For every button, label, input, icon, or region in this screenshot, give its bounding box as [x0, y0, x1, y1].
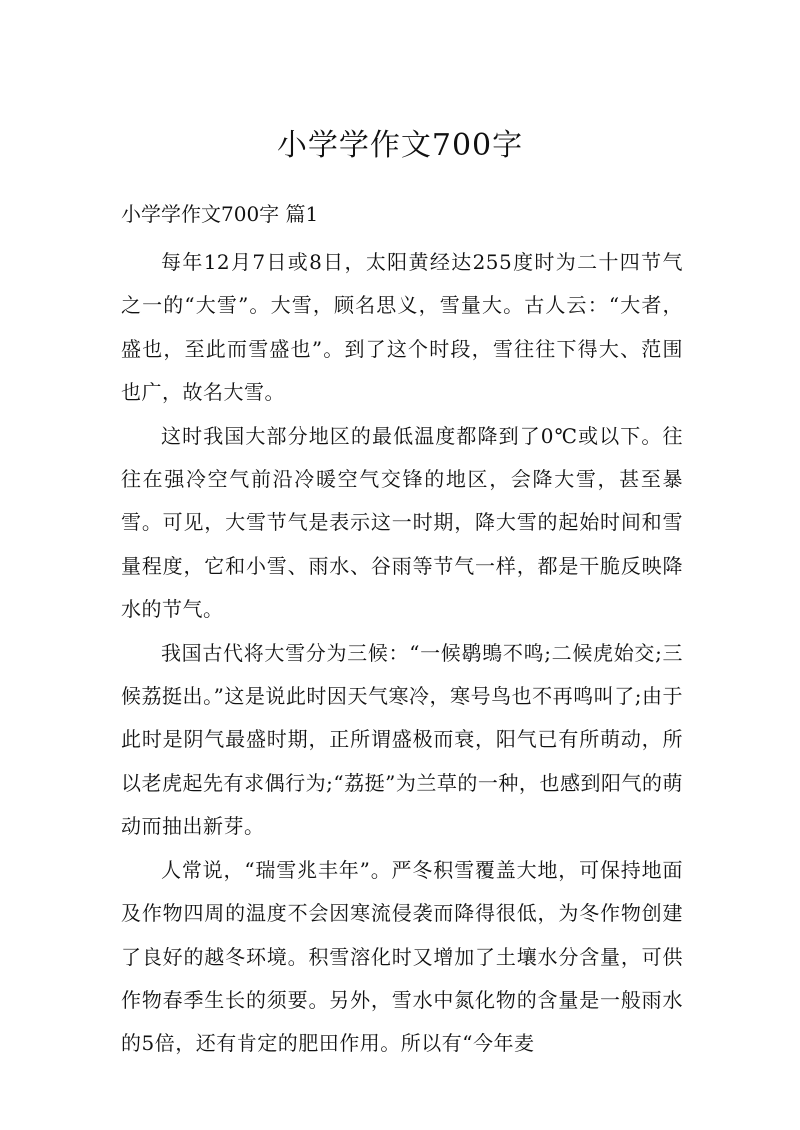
paragraph-3: 我国古代将大雪分为三候：“一候鹖鴠不鸣;二候虎始交;三候荔挺出。”这是说此时因天气寒冷，寒号鸟也不再鸣叫了;由于此时是阴气最盛时期，正所谓盛极而衰，阳气已有所萌动，所以老虎起先有求偶行为;“荔挺”为兰草的一种，也感到阳气的萌动而抽出新芽。: [121, 640, 683, 839]
paragraph-1: 每年12月7日或8日，太阳黄经达255度时为二十四节气之一的“大雪”。大雪，顾名思义，雪量大。古人云：“大者，盛也，至此而雪盛也”。到了这个时段，雪往往下得大、范围也广，故名大雪。: [121, 250, 683, 405]
paragraph-4: 人常说，“瑞雪兆丰年”。严冬积雪覆盖大地，可保持地面及作物四周的温度不会因寒流侵袭而降得很低，为冬作物创建了良好的越冬环境。积雪溶化时又增加了土壤水分含量，可供作物春季生长的须要。另外，雪水中氮化物的含量是一般雨水的5倍，还有肯定的肥田作用。所以有“今年麦: [121, 857, 683, 1056]
document-body: [121, 241, 683, 1066]
section-heading: 小学学作文700字 篇1: [121, 202, 319, 226]
paragraph-2: 这时我国大部分地区的最低温度都降到了0℃或以下。往往在强冷空气前沿冷暖空气交锋的地区，会降大雪，甚至暴雪。可见，大雪节气是表示这一时期，降大雪的起始时间和雪量程度，它和小雪、雨水、谷雨等节气一样，都是干脆反映降水的节气。: [121, 423, 683, 622]
document-title: 小学学作文700字: [276, 128, 524, 163]
